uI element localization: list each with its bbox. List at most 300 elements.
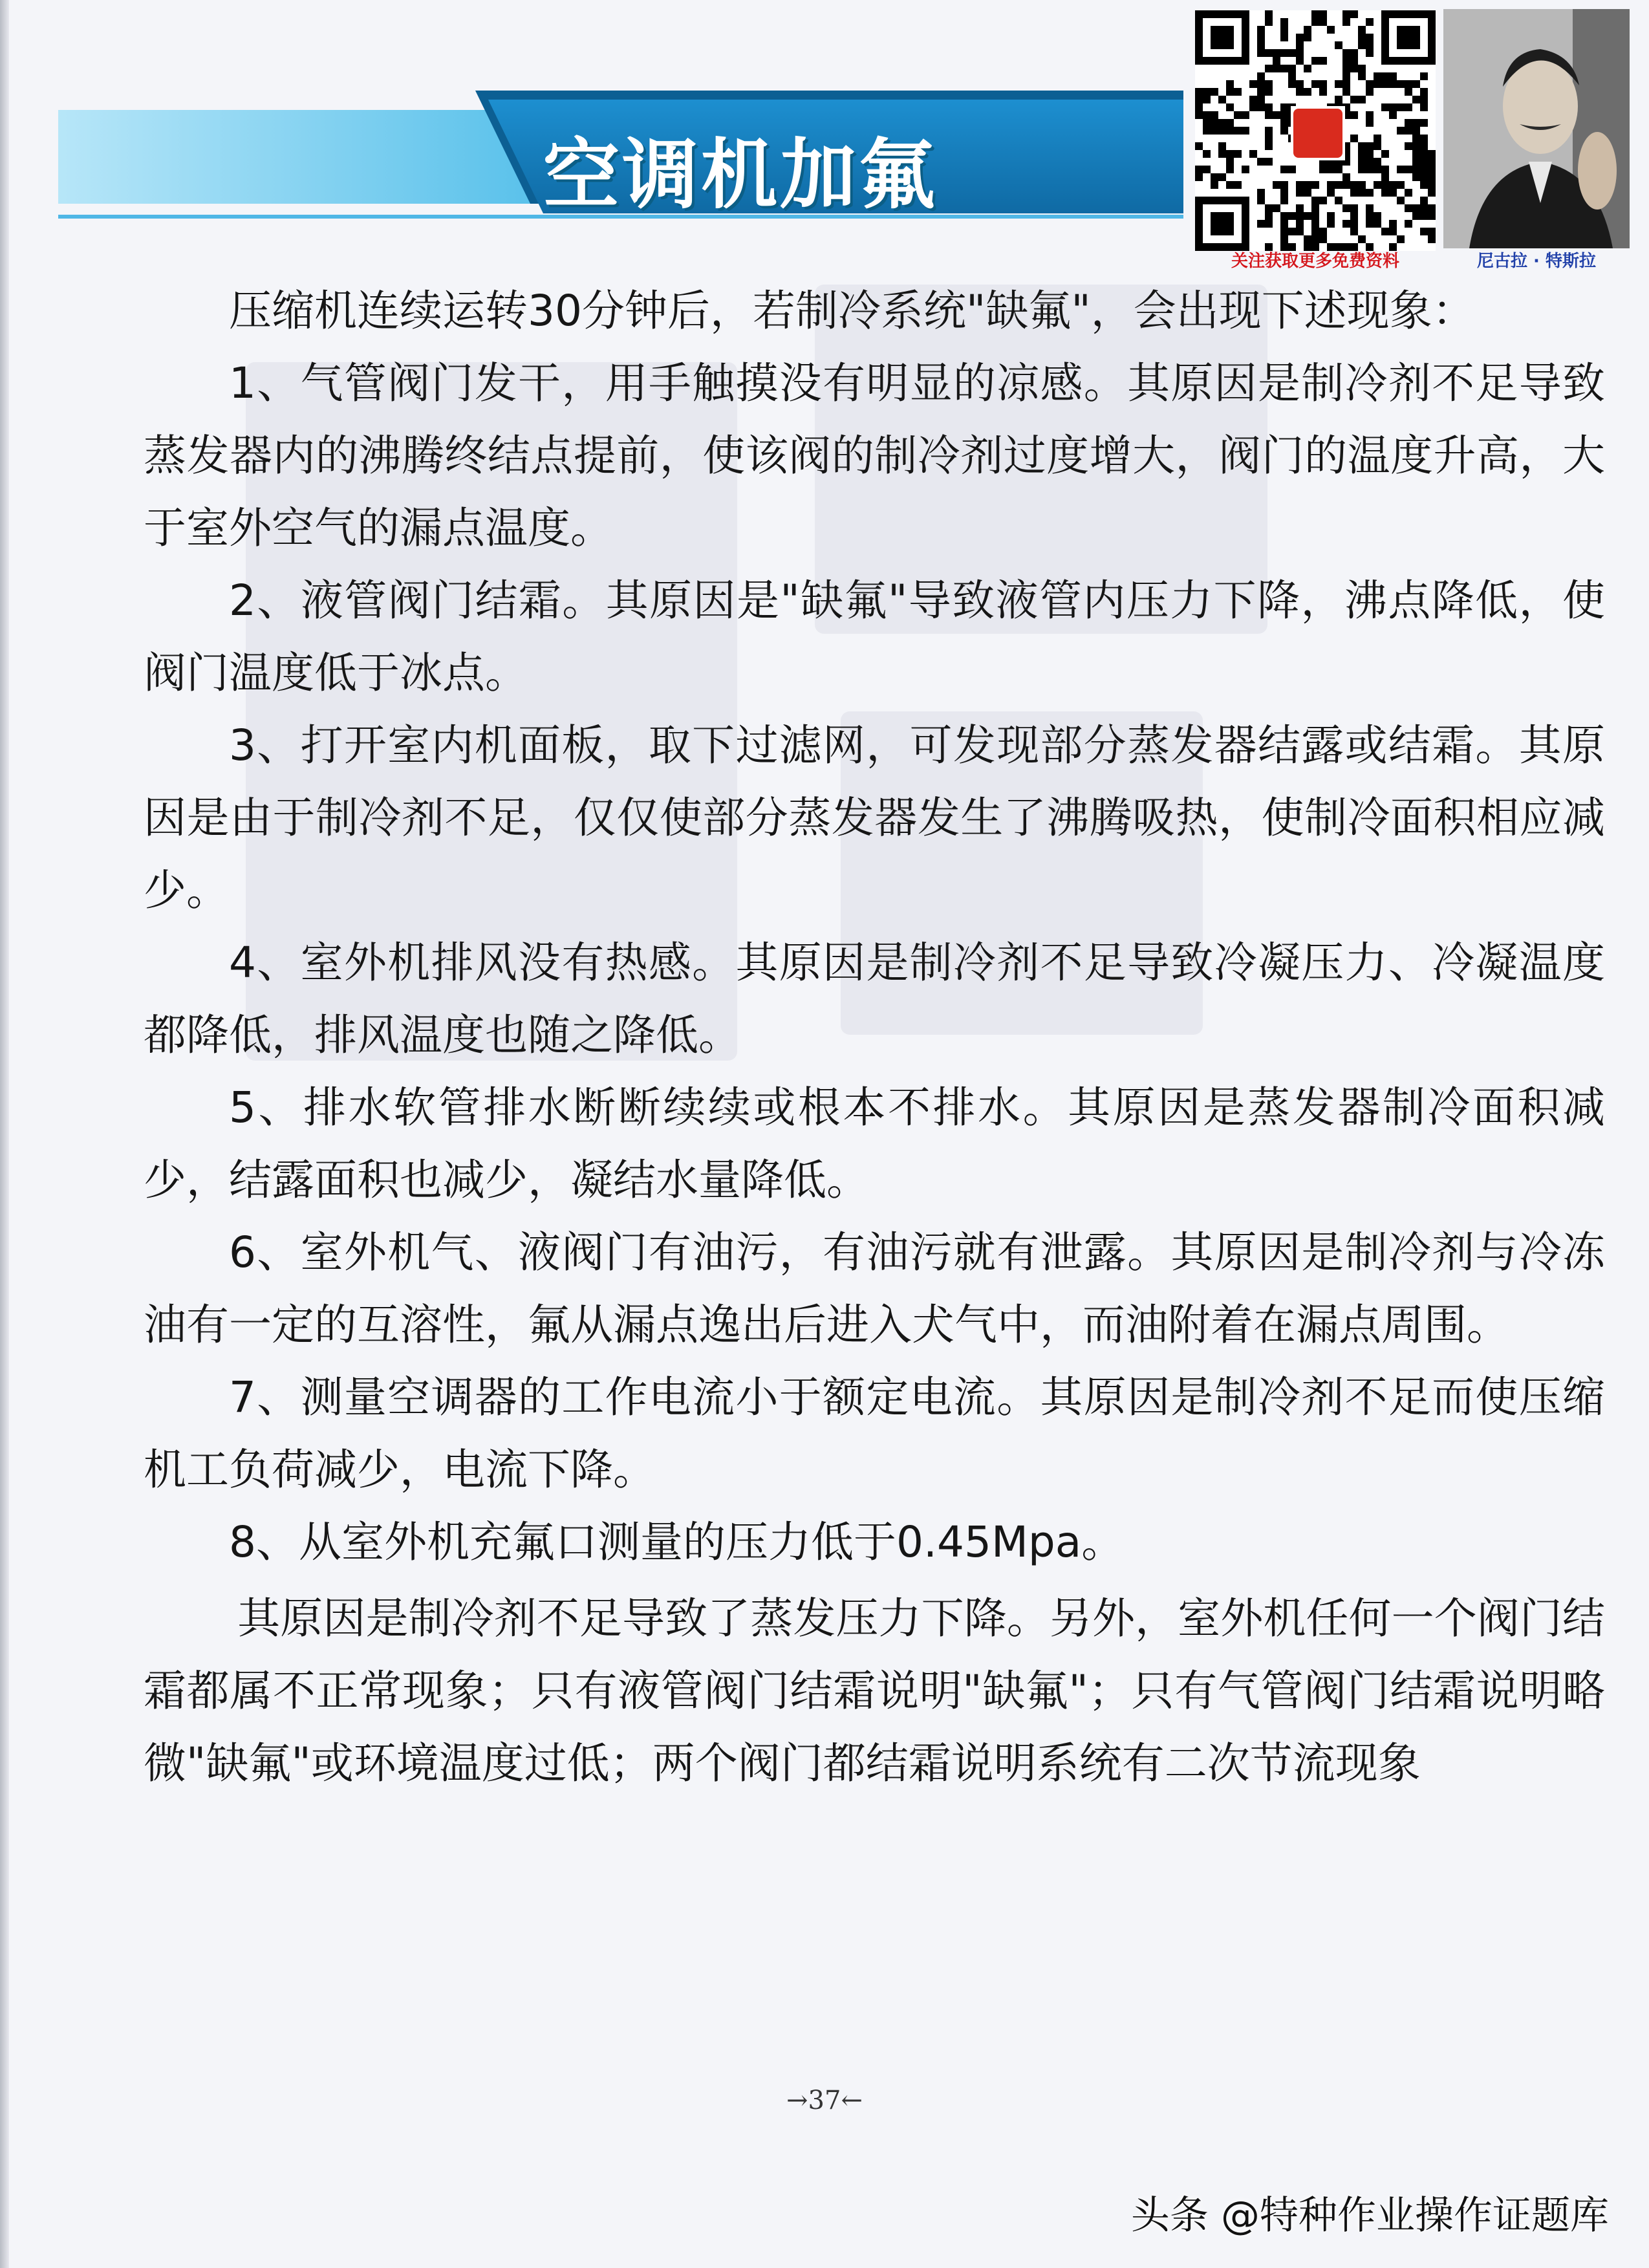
qr-module <box>1296 88 1304 96</box>
qr-module <box>1381 189 1389 197</box>
qr-module <box>1265 65 1273 72</box>
page-edge <box>0 0 9 2268</box>
qr-module <box>1420 72 1428 80</box>
qr-module <box>1257 103 1265 111</box>
qr-module <box>1428 181 1436 189</box>
qr-module <box>1257 197 1265 204</box>
qr-module <box>1428 212 1436 220</box>
qr-module <box>1265 88 1273 96</box>
qr-module <box>1428 228 1436 235</box>
qr-module <box>1257 88 1265 96</box>
qr-module <box>1389 181 1397 189</box>
qr-module <box>1350 189 1358 197</box>
qr-module <box>1304 65 1311 72</box>
qr-module <box>1405 80 1412 88</box>
qr-module <box>1366 189 1374 197</box>
list-item: 3、打开室内机面板，取下过滤网，可发现部分蒸发器结露或结霜。其原因是由于制冷剂不足，仅仅使部分蒸发器发生了沸腾吸热，使制冷面积相应减少。 <box>144 720 1605 915</box>
qr-module <box>1342 57 1350 65</box>
qr-module <box>1218 127 1226 135</box>
qr-module <box>1280 18 1288 26</box>
qr-module <box>1342 80 1350 88</box>
article-body <box>144 275 1605 1800</box>
qr-module <box>1350 57 1358 65</box>
qr-module <box>1374 212 1381 220</box>
qr-module <box>1280 235 1288 243</box>
qr-module <box>1342 49 1350 57</box>
qr-module <box>1304 189 1311 197</box>
qr-module <box>1412 80 1420 88</box>
qr-module <box>1350 111 1358 119</box>
qr-module <box>1257 189 1265 197</box>
qr-module <box>1366 166 1374 173</box>
qr-module <box>1389 189 1397 197</box>
qr-module <box>1203 150 1211 158</box>
qr-module <box>1280 65 1288 72</box>
qr-module <box>1195 142 1203 150</box>
qr-module <box>1304 212 1311 220</box>
qr-module <box>1311 80 1319 88</box>
qr-module <box>1288 212 1296 220</box>
qr-module <box>1358 41 1366 49</box>
qr-module <box>1428 150 1436 158</box>
qr-module <box>1412 142 1420 150</box>
qr-module <box>1311 57 1319 65</box>
qr-module <box>1327 26 1335 34</box>
list-item: 2、液管阀门结霜。其原因是"缺氟"导致液管内压力下降，沸点降低，使阀门温度低于冰点。 <box>144 576 1605 698</box>
qr-module <box>1265 220 1273 228</box>
qr-module <box>1234 181 1242 189</box>
qr-module <box>1420 197 1428 204</box>
qr-module <box>1288 166 1296 173</box>
list-item: 8、从室外机充氟口测量的压力低于0.45Mpa。 <box>229 1517 1125 1567</box>
qr-module <box>1389 72 1397 80</box>
qr-module <box>1265 10 1273 18</box>
qr-module <box>1288 72 1296 80</box>
list-item: 7、测量空调器的工作电流小于额定电流。其原因是制冷剂不足而使压缩机工负荷减少，电流下降。 <box>144 1372 1605 1495</box>
qr-module <box>1327 189 1335 197</box>
qr-module <box>1350 135 1358 142</box>
qr-module <box>1257 158 1265 166</box>
qr-module <box>1280 212 1288 220</box>
qr-module <box>1327 212 1335 220</box>
qr-module <box>1342 88 1350 96</box>
qr-module <box>1319 18 1327 26</box>
qr-module <box>1203 166 1211 173</box>
qr-module <box>1211 119 1218 127</box>
qr-module <box>1366 41 1374 49</box>
qr-module <box>1311 181 1319 189</box>
qr-module <box>1358 158 1366 166</box>
qr-module <box>1304 235 1311 243</box>
list-item: 1、气管阀门发干，用手触摸没有明显的凉感。其原因是制冷剂不足导致蒸发器内的沸腾终结点提前，使该阀的制冷剂过度增大，阀门的温度升高，大于室外空气的漏点温度。 <box>144 358 1605 553</box>
qr-module <box>1381 173 1389 181</box>
qr-module <box>1211 181 1218 189</box>
qr-module <box>1358 65 1366 72</box>
qr-module <box>1405 166 1412 173</box>
source-watermark: 头条 @特种作业操作证题库 <box>1130 2193 1609 2238</box>
qr-module <box>1226 166 1234 173</box>
qr-module <box>1273 65 1280 72</box>
qr-module <box>1311 228 1319 235</box>
qr-module <box>1226 181 1234 189</box>
qr-module <box>1257 72 1265 80</box>
qr-module <box>1257 80 1265 88</box>
qr-module <box>1428 189 1436 197</box>
qr-module <box>1358 142 1366 150</box>
qr-logo <box>1291 106 1345 160</box>
qr-module <box>1296 189 1304 197</box>
qr-module <box>1311 18 1319 26</box>
qr-module <box>1304 88 1311 96</box>
qr-module <box>1273 181 1280 189</box>
qr-module <box>1296 34 1304 41</box>
qr-module <box>1304 26 1311 34</box>
qr-module <box>1265 18 1273 26</box>
qr-module <box>1420 158 1428 166</box>
qr-module <box>1280 34 1288 41</box>
qr-module <box>1319 235 1327 243</box>
qr-module <box>1374 142 1381 150</box>
qr-module <box>1420 204 1428 212</box>
qr-module <box>1412 212 1420 220</box>
qr-module <box>1195 173 1203 181</box>
qr-module <box>1319 166 1327 173</box>
qr-module <box>1249 103 1257 111</box>
qr-module <box>1288 49 1296 57</box>
qr-module <box>1428 158 1436 166</box>
qr-module <box>1296 220 1304 228</box>
qr-module <box>1412 150 1420 158</box>
qr-module <box>1405 119 1412 127</box>
qr-module <box>1296 57 1304 65</box>
qr-module <box>1304 34 1311 41</box>
qr-module <box>1420 212 1428 220</box>
qr-module <box>1311 212 1319 220</box>
qr-module <box>1397 80 1405 88</box>
qr-module <box>1335 197 1342 204</box>
qr-module <box>1296 49 1304 57</box>
qr-module <box>1412 127 1420 135</box>
qr-module <box>1211 26 1234 49</box>
qr-module <box>1420 88 1428 96</box>
qr-module <box>1358 189 1366 197</box>
qr-module <box>1218 142 1226 150</box>
qr-module <box>1366 111 1374 119</box>
qr-module <box>1405 220 1412 228</box>
qr-module <box>1327 166 1335 173</box>
qr-module <box>1358 166 1366 173</box>
qr-module <box>1280 49 1288 57</box>
qr-module <box>1226 150 1234 158</box>
qr-module <box>1319 80 1327 88</box>
qr-module <box>1358 26 1366 34</box>
qr-module <box>1257 220 1265 228</box>
qr-module <box>1366 150 1374 158</box>
list-item: 5、排水软管排水断断续续或根本不排水。其原因是蒸发器制冷面积减少，结露面积也减少，凝结水量降低。 <box>144 1083 1605 1205</box>
qr-module <box>1412 204 1420 212</box>
qr-module <box>1319 228 1327 235</box>
qr-module <box>1195 103 1203 111</box>
conclusion-paragraph: 其原因是制冷剂不足导致了蒸发压力下降。另外，室外机任何一个阀门结霜都属不正常现象；只有液管阀门结霜说明"缺氟"；只有气管阀门结霜说明略微"缺氟"或环境温度过低；两个阀门都结霜说明系统有二次节流现象 <box>144 1593 1605 1788</box>
qr-module <box>1280 166 1288 173</box>
qr-module <box>1374 166 1381 173</box>
qr-module <box>1265 158 1273 166</box>
qr-module <box>1366 204 1374 212</box>
qr-module <box>1242 111 1249 119</box>
qr-module <box>1350 10 1358 18</box>
qr-module <box>1226 119 1234 127</box>
qr-module <box>1405 88 1412 96</box>
qr-module <box>1265 103 1273 111</box>
qr-module <box>1304 181 1311 189</box>
qr-module <box>1257 49 1265 57</box>
qr-module <box>1412 173 1420 181</box>
qr-module <box>1335 96 1342 103</box>
qr-module <box>1374 158 1381 166</box>
qr-module <box>1358 150 1366 158</box>
qr-module <box>1366 88 1374 96</box>
qr-module <box>1288 228 1296 235</box>
qr-code <box>1195 10 1436 251</box>
qr-module <box>1195 166 1203 173</box>
qr-module <box>1397 166 1405 173</box>
qr-module <box>1366 18 1374 26</box>
qr-module <box>1342 173 1350 181</box>
qr-module <box>1280 228 1288 235</box>
qr-module <box>1397 103 1405 111</box>
qr-module <box>1265 135 1273 142</box>
qr-module <box>1405 189 1412 197</box>
qr-module <box>1366 212 1374 220</box>
qr-module <box>1296 181 1304 189</box>
qr-module <box>1249 150 1257 158</box>
qr-module <box>1280 220 1288 228</box>
qr-module <box>1342 65 1350 72</box>
qr-module <box>1280 127 1288 135</box>
qr-module <box>1265 127 1273 135</box>
portrait-caption: 尼古拉 · 特斯拉 <box>1477 252 1596 271</box>
qr-module <box>1389 220 1397 228</box>
qr-module <box>1234 111 1242 119</box>
qr-module <box>1218 173 1226 181</box>
qr-module <box>1203 119 1211 127</box>
qr-module <box>1203 127 1211 135</box>
qr-module <box>1265 49 1273 57</box>
qr-module <box>1350 96 1358 103</box>
qr-module <box>1265 212 1273 220</box>
qr-module <box>1280 26 1288 34</box>
qr-module <box>1319 57 1327 65</box>
qr-module <box>1257 34 1265 41</box>
qr-module <box>1311 204 1319 212</box>
qr-module <box>1226 88 1234 96</box>
qr-module <box>1420 166 1428 173</box>
qr-module <box>1265 204 1273 212</box>
qr-module <box>1311 197 1319 204</box>
qr-module <box>1273 57 1280 65</box>
qr-module <box>1280 103 1288 111</box>
qr-module <box>1412 166 1420 173</box>
qr-module <box>1405 103 1412 111</box>
qr-module <box>1273 111 1280 119</box>
qr-module <box>1218 150 1226 158</box>
qr-module <box>1412 135 1420 142</box>
qr-module <box>1265 111 1273 119</box>
qr-module <box>1420 228 1428 235</box>
qr-module <box>1350 212 1358 220</box>
qr-module <box>1420 142 1428 150</box>
qr-module <box>1311 235 1319 243</box>
qr-module <box>1296 80 1304 88</box>
qr-module <box>1412 119 1420 127</box>
qr-module <box>1226 127 1234 135</box>
qr-module <box>1412 96 1420 103</box>
qr-module <box>1342 18 1350 26</box>
qr-module <box>1273 204 1280 212</box>
qr-module <box>1397 26 1420 49</box>
qr-module <box>1420 181 1428 189</box>
qr-module <box>1211 212 1234 235</box>
qr-module <box>1381 181 1389 189</box>
qr-module <box>1327 220 1335 228</box>
qr-module <box>1428 235 1436 243</box>
qr-module <box>1389 111 1397 119</box>
qr-module <box>1280 119 1288 127</box>
qr-module <box>1342 220 1350 228</box>
qr-module <box>1381 80 1389 88</box>
qr-module <box>1280 197 1288 204</box>
qr-module <box>1249 80 1257 88</box>
qr-module <box>1350 65 1358 72</box>
qr-module <box>1218 96 1226 103</box>
qr-module <box>1358 34 1366 41</box>
qr-module <box>1335 41 1342 49</box>
qr-module <box>1265 80 1273 88</box>
qr-module <box>1405 204 1412 212</box>
qr-module <box>1420 150 1428 158</box>
qr-module <box>1420 96 1428 103</box>
qr-module <box>1350 204 1358 212</box>
qr-module <box>1288 65 1296 72</box>
qr-module <box>1234 150 1242 158</box>
qr-module <box>1296 204 1304 212</box>
qr-module <box>1319 197 1327 204</box>
qr-module <box>1195 111 1203 119</box>
qr-module <box>1358 181 1366 189</box>
list-item: 4、室外机排风没有热感。其原因是制冷剂不足导致冷凝压力、冷凝温度都降低，排风温度也随之降低。 <box>144 938 1605 1060</box>
qr-module <box>1374 220 1381 228</box>
qr-module <box>1420 119 1428 127</box>
qr-module <box>1342 181 1350 189</box>
qr-module <box>1211 127 1218 135</box>
qr-module <box>1374 80 1381 88</box>
qr-module <box>1428 166 1436 173</box>
qr-module <box>1389 228 1397 235</box>
qr-module <box>1280 181 1288 189</box>
qr-module <box>1273 49 1280 57</box>
qr-module <box>1296 228 1304 235</box>
qr-module <box>1203 111 1211 119</box>
qr-module <box>1342 72 1350 80</box>
portrait-photo <box>1443 9 1630 248</box>
qr-module <box>1342 204 1350 212</box>
qr-module <box>1358 235 1366 243</box>
qr-module <box>1249 96 1257 103</box>
qr-module <box>1319 10 1327 18</box>
qr-module <box>1335 181 1342 189</box>
qr-logo-icon <box>1293 109 1342 158</box>
qr-module <box>1218 119 1226 127</box>
qr-module <box>1211 173 1218 181</box>
qr-module <box>1397 181 1405 189</box>
qr-module <box>1397 235 1405 243</box>
qr-module <box>1280 189 1288 197</box>
qr-module <box>1381 228 1389 235</box>
qr-module <box>1226 80 1234 88</box>
qr-module <box>1420 173 1428 181</box>
qr-module <box>1366 49 1374 57</box>
qr-module <box>1381 72 1389 80</box>
qr-module <box>1195 88 1203 96</box>
qr-module <box>1389 80 1397 88</box>
qr-module <box>1381 103 1389 111</box>
qr-module <box>1296 212 1304 220</box>
qr-module <box>1342 10 1350 18</box>
qr-module <box>1381 150 1389 158</box>
qr-module <box>1327 181 1335 189</box>
qr-module <box>1366 142 1374 150</box>
qr-module <box>1242 166 1249 173</box>
qr-module <box>1350 220 1358 228</box>
list-item: 6、室外机气、液阀门有油污，有油污就有泄露。其原因是制冷剂与冷冻油有一定的互溶性，氟从漏点逸出后进入犬气中，而油附着在漏点周围。 <box>144 1227 1605 1350</box>
qr-caption: 关注获取更多免费资料 <box>1231 252 1399 271</box>
qr-module <box>1234 88 1242 96</box>
qr-module <box>1405 127 1412 135</box>
qr-module <box>1265 142 1273 150</box>
qr-module <box>1374 181 1381 189</box>
qr-module <box>1412 158 1420 166</box>
qr-module <box>1280 111 1288 119</box>
qr-module <box>1381 166 1389 173</box>
qr-module <box>1350 228 1358 235</box>
qr-module <box>1366 158 1374 166</box>
page-number: →37← <box>786 2086 863 2115</box>
qr-module <box>1335 166 1342 173</box>
qr-module <box>1296 41 1304 49</box>
qr-module <box>1350 181 1358 189</box>
qr-module <box>1311 220 1319 228</box>
qr-module <box>1319 88 1327 96</box>
qr-module <box>1420 135 1428 142</box>
qr-module <box>1257 96 1265 103</box>
qr-module <box>1366 34 1374 41</box>
qr-module <box>1366 220 1374 228</box>
qr-module <box>1428 173 1436 181</box>
qr-module <box>1211 88 1218 96</box>
qr-module <box>1335 80 1342 88</box>
qr-module <box>1366 119 1374 127</box>
qr-module <box>1397 127 1405 135</box>
qr-module <box>1226 158 1234 166</box>
qr-module <box>1203 96 1211 103</box>
qr-module <box>1195 96 1203 103</box>
qr-module <box>1234 127 1242 135</box>
qr-module <box>1428 204 1436 212</box>
qr-module <box>1350 49 1358 57</box>
qr-module <box>1389 103 1397 111</box>
qr-module <box>1374 72 1381 80</box>
qr-module <box>1374 135 1381 142</box>
